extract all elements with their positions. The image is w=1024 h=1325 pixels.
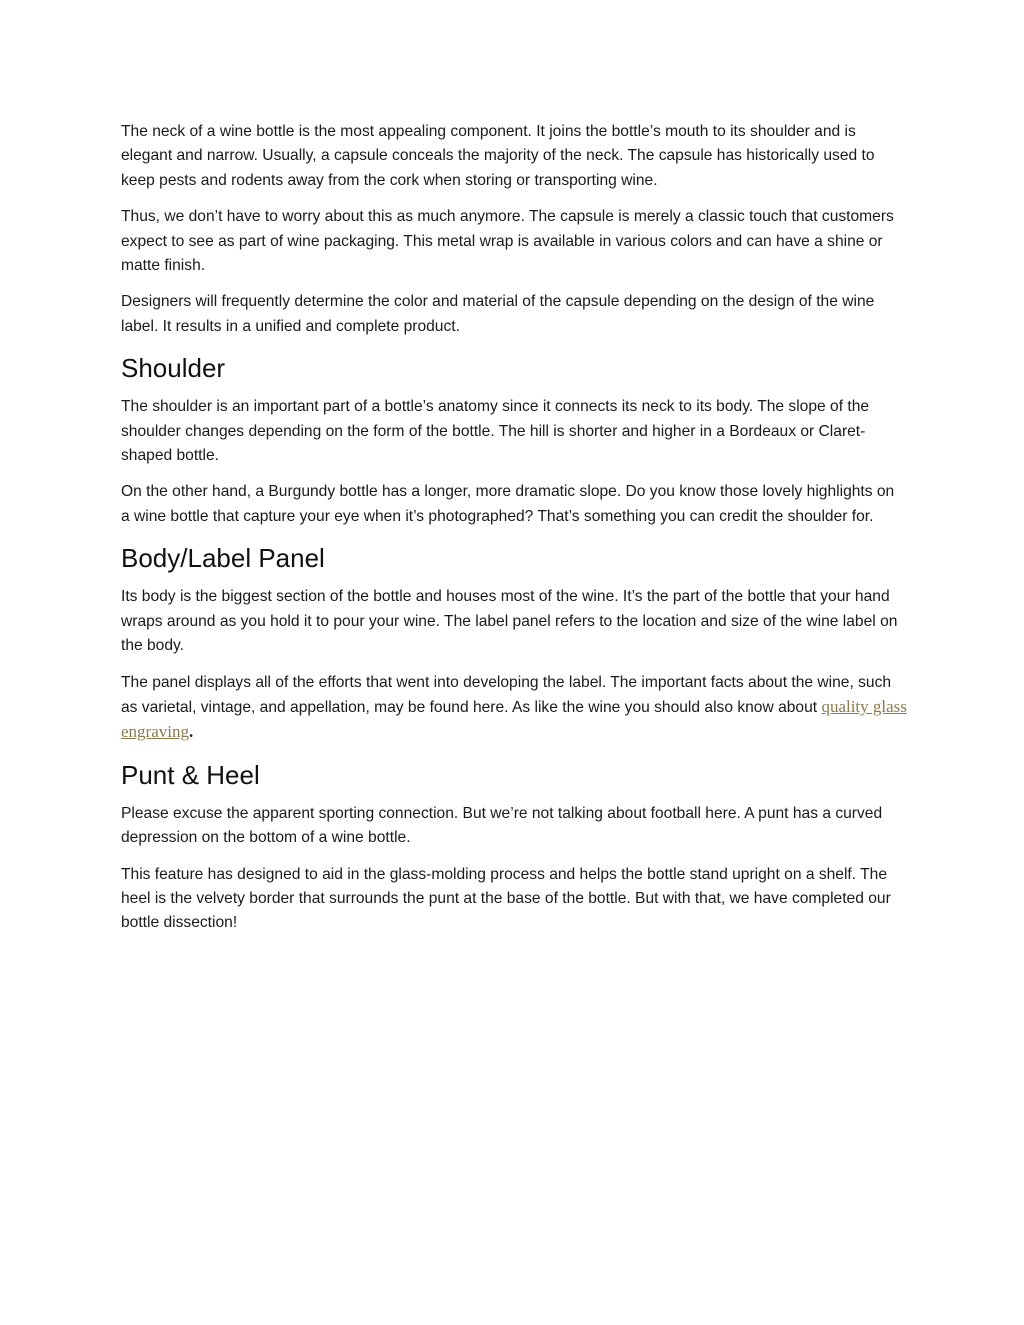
neck-paragraph-1: The neck of a wine bottle is the most appealing component. It joins the bottle’s mouth to its shoulder and is elegant and narrow. Usually, a capsule conceals the majority of the neck. The capsule has historically used to keep pests and rodents away from the cork when storing or transporting wine. [121,123,875,189]
shoulder-heading: Shoulder [121,353,226,384]
body-label-paragraph-2 [121,671,907,746]
shoulder-paragraph-2: On the other hand, a Burgundy bottle has a longer, more dramatic slope. Do you know those lovely highlights on a wine bottle that capture your eye when it’s photographed? That’s something you can credit the shoulder for. [121,483,895,525]
punt-heel-paragraph-1: Please excuse the apparent sporting connection. But we’re not talking about football here. A punt has a curved depression on the bottom of a wine bottle. [121,804,883,847]
shoulder-paragraph-1: The shoulder is an important part of a bottle’s anatomy since it connects its neck to its body. The slope of the shoulder changes depending on the form of the bottle. The hill is shorter and higher in a Bordeaux or Claret-shaped bottle. [121,398,870,465]
body-label-paragraph-1: Its body is the biggest section of the bottle and houses most of the wine. It’s the part of the bottle that your hand wraps around as you hold it to pour your wine. The label panel refers to the location and size of the wine label on the body. [121,588,898,655]
punt-heel-paragraph-2: This feature has designed to aid in the glass-molding process and helps the bottle stand upright on a shelf. The heel is the velvety border that surrounds the punt at the base of the bottle. But with that, we have completed our bottle dissection! [121,865,891,932]
neck-paragraph-2: Thus, we don’t have to worry about this as much anymore. The capsule is merely a classic touch that customers expect to see as part of wine packaging. This metal wrap is available in various colors and can have a shine or matte finish. [121,208,894,275]
punt-heel-heading: Punt & Heel [121,759,260,790]
link-suffix: . [188,722,194,742]
document-page [121,120,907,948]
body-label-paragraph-2-text: The panel displays all of the efforts that went into developing the label. The important facts about the wine, such as varietal, vintage, and appellation, may be found here. As like the wine you should also know about [121,673,892,716]
neck-paragraph-3: Designers will frequently determine the color and material of the capsule depending on the design of the wine label. It results in a unified and complete product. [121,293,875,335]
quality-glass-engraving-link[interactable]: quality glass engraving [121,696,907,742]
body-label-heading: Body/Label Panel [121,543,325,574]
